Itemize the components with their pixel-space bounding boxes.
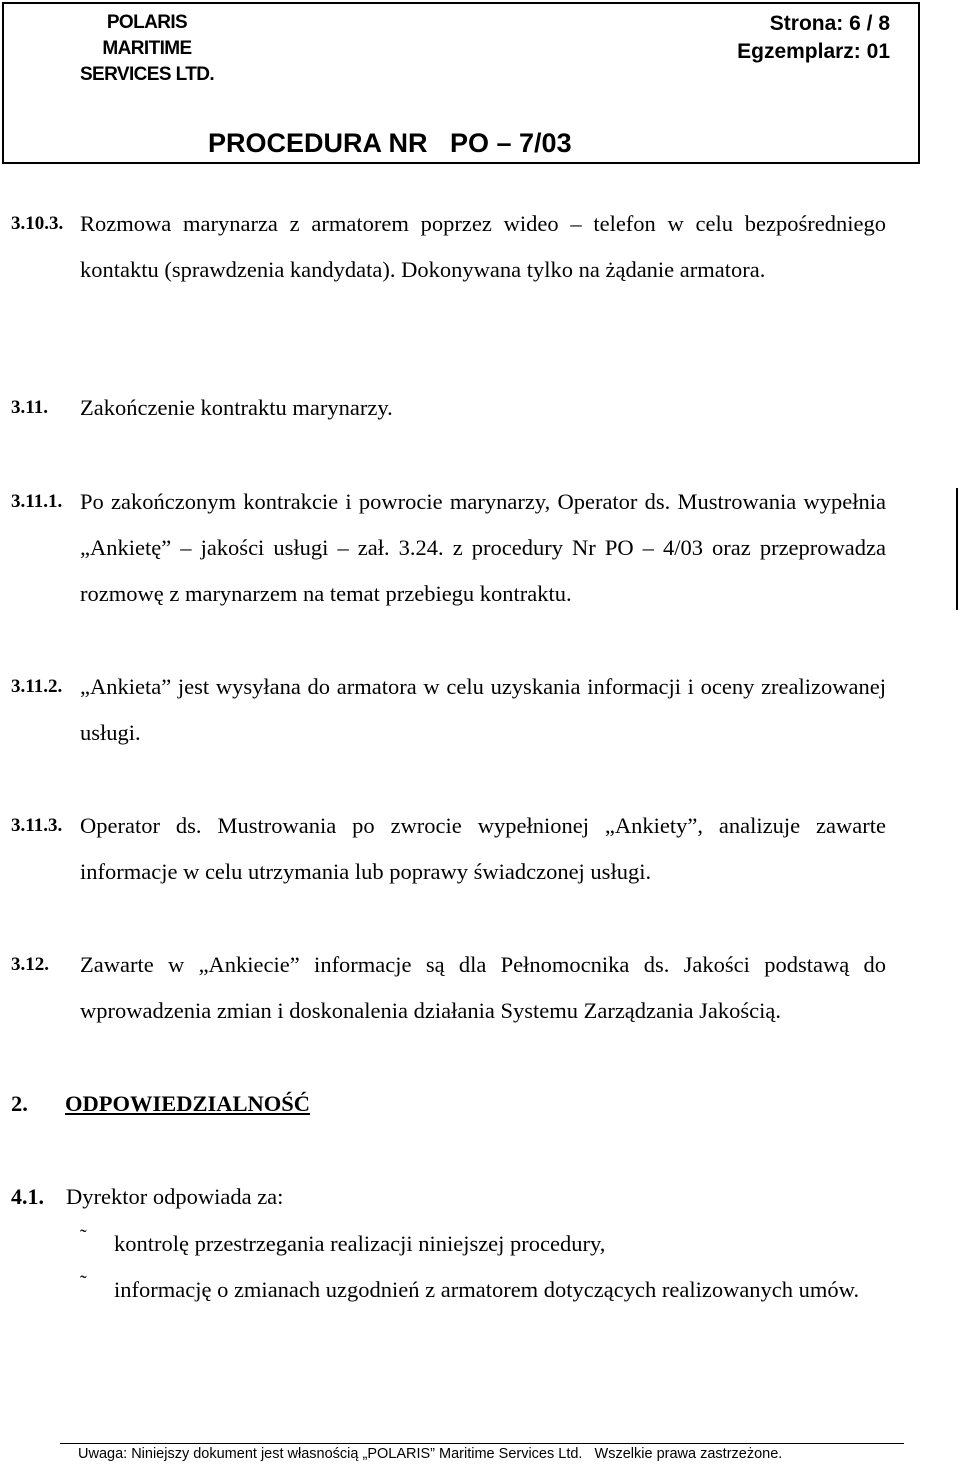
bullet-symbol: ˜ (80, 1226, 87, 1248)
item-text-3-11-2: „Ankieta” jest wysyłana do armatora w celu uzyskania informacji i oceny zrealizowanej usługi. (80, 674, 886, 745)
item-number-4-1: 4.1. (11, 1184, 44, 1209)
item-number-3-11-1: 3.11.1. (11, 491, 63, 512)
section-number: 2. (11, 1091, 28, 1116)
bullet-item: kontrolę przestrzegania realizacji niniejszej procedury, (114, 1231, 606, 1256)
footer-divider (60, 1443, 904, 1444)
margin-change-bar (956, 488, 958, 610)
company-line-2: MARITIME (102, 38, 192, 59)
item-text-3-11-3: Operator ds. Mustrowania po zwrocie wypełnionej „Ankiety”, analizuje zawarte informacje w celu utrzymania lub poprawy świadczonej usługi. (80, 813, 886, 884)
item-text-3-11: Zakończenie kontraktu marynarzy. (80, 395, 393, 420)
company-line-1: POLARIS (106, 12, 188, 33)
page-info (737, 10, 890, 66)
page-number: Strona: 6 / 8 (769, 12, 890, 35)
item-text-3-10-3: Rozmowa marynarza z armatorem poprzez wideo – telefon w celu bezpośredniego kontaktu (sprawdzenia kandydata). Dokonywana tylko na żądanie armatora. (80, 211, 886, 282)
section-heading (11, 1081, 310, 1127)
item-number-3-12: 3.12. (11, 954, 49, 975)
item-text-3-11-1: Po zakończonym kontrakcie i powrocie marynarzy, Operator ds. Mustrowania wypełnia „Ankietę” – jakości usługi – zał. 3.24. z procedury Nr PO – 4/03 oraz przeprowadza rozmowę z marynarzem na temat przebiegu kontraktu. (80, 489, 886, 606)
procedure-title: PROCEDURA NR PO – 7/03 (208, 128, 572, 158)
bullet-symbol: ˜ (80, 1272, 87, 1294)
item-text-4-1: Dyrektor odpowiada za: (66, 1184, 284, 1209)
company-line-3: SERVICES LTD. (79, 64, 215, 85)
section-title: ODPOWIEDZIALNOŚĆ (65, 1091, 311, 1116)
footer-notice: Uwaga: Niniejszy dokument jest własnością „POLARIS” Maritime Services Ltd. Wszelkie prawa zastrzeżone. (78, 1446, 783, 1462)
company-name (52, 10, 242, 88)
document-header (2, 2, 920, 164)
item-number-3-10-3: 3.10.3. (11, 213, 64, 234)
bullet-item: informację o zmianach uzgodnień z armatorem dotyczących realizowanych umów. (114, 1277, 860, 1302)
item-number-3-11: 3.11. (11, 397, 48, 418)
item-number-3-11-3: 3.11.3. (11, 815, 63, 836)
copy-number: Egzemplarz: 01 (737, 40, 890, 63)
item-text-3-12: Zawarte w „Ankiecie” informacje są dla Pełnomocnika ds. Jakości podstawą do wprowadzenia zmian i doskonalenia działania Systemu Zarządzania Jakością. (80, 952, 886, 1023)
item-number-3-11-2: 3.11.2. (11, 676, 63, 697)
